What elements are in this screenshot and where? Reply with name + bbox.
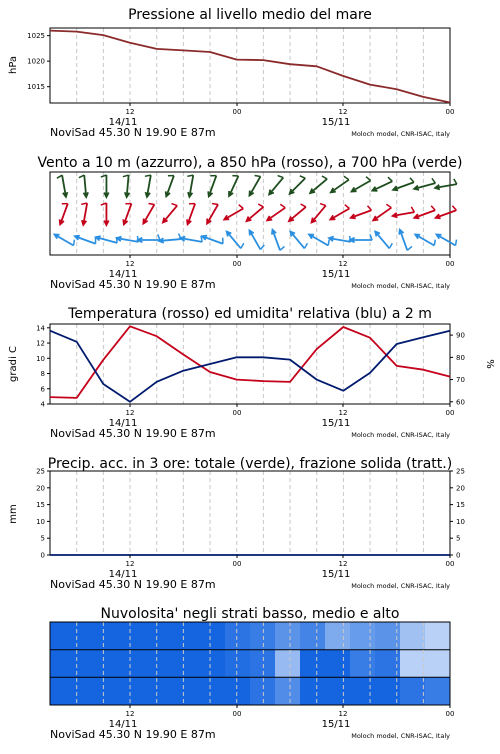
y-tick-label: 12 — [36, 340, 45, 348]
model-credit: Moloch model, CNR-ISAC, Italy — [351, 130, 450, 138]
temperature-line — [50, 326, 450, 398]
cloud-cell-alto — [125, 622, 150, 650]
date-label: 14/11 — [109, 269, 138, 280]
x-tick-label: 12 — [126, 560, 135, 568]
y-tick-label: 10 — [456, 518, 465, 526]
humidity-ylabel: % — [484, 359, 495, 369]
wind-10m-arrow — [329, 236, 351, 242]
temp-humidity-frame — [50, 324, 450, 404]
cloud-cell-alto — [250, 622, 275, 650]
cloud-cell-basso — [250, 677, 275, 705]
date-label: 15/11 — [322, 719, 351, 730]
cloud-cell-medio — [250, 650, 275, 678]
station-info: NoviSad 45.30 N 19.90 E 87m — [50, 126, 216, 139]
cloud-cell-medio — [350, 650, 375, 678]
cloud-cell-alto — [275, 622, 300, 650]
cloud-cell-alto — [75, 622, 100, 650]
wind-700-arrow — [352, 177, 371, 192]
cloud-cell-alto — [325, 622, 350, 650]
wind-700-arrow — [331, 176, 349, 192]
wind-850-arrow — [289, 204, 306, 221]
cloud-cell-basso — [325, 677, 350, 705]
cloud-cell-medio — [175, 650, 200, 678]
wind-10m-arrow — [415, 235, 435, 246]
y-tick-label: 14 — [36, 324, 45, 332]
temp-humidity-title: Temperatura (rosso) ed umidita' relativa (blu) a 2 m — [67, 306, 432, 322]
station-info: NoviSad 45.30 N 19.90 E 87m — [50, 578, 216, 591]
wind-850-arrow — [143, 204, 154, 224]
y-tick-label: 20 — [456, 484, 465, 492]
cloud-cell-medio — [50, 650, 75, 678]
wind-10m-arrow — [54, 235, 74, 246]
y-tick-label: 90 — [456, 332, 465, 340]
wind-850-arrow — [330, 205, 349, 220]
x-tick-label: 00 — [233, 409, 242, 417]
y-tick-label: 15 — [36, 501, 45, 509]
x-tick-label: 12 — [126, 710, 135, 718]
cloud-cell-medio — [200, 650, 225, 678]
wind-700-arrow — [372, 177, 392, 191]
temp-humidity-grid — [77, 324, 424, 404]
y-tick-label: 8 — [41, 370, 45, 378]
cloud-panel — [50, 606, 454, 741]
cloud-cell-alto — [425, 622, 450, 650]
x-tick-label: 12 — [339, 260, 348, 268]
wind-700-arrow — [269, 176, 283, 195]
date-label: 15/11 — [322, 117, 351, 128]
date-label: 14/11 — [109, 117, 138, 128]
cloud-cell-medio — [325, 650, 350, 678]
y-tick-label: 25 — [456, 468, 465, 476]
wind-700-arrow — [166, 176, 174, 197]
cloud-cell-medio — [400, 650, 425, 678]
y-tick-label: 10 — [36, 355, 45, 363]
wind-10m-arrow — [202, 236, 223, 244]
x-tick-label: 12 — [339, 560, 348, 568]
cloud-cell-basso — [175, 677, 200, 705]
x-tick-label: 00 — [446, 108, 455, 116]
precip-grid — [77, 471, 424, 555]
cloud-cell-basso — [300, 677, 325, 705]
x-tick-label: 00 — [233, 710, 242, 718]
cloud-cell-basso — [275, 677, 300, 705]
pressure-line — [50, 31, 450, 103]
cloud-cell-basso — [125, 677, 150, 705]
station-info: NoviSad 45.30 N 19.90 E 87m — [50, 427, 216, 440]
cloud-cell-alto — [225, 622, 250, 650]
y-tick-label: 20 — [36, 484, 45, 492]
cloud-cell-medio — [300, 650, 325, 678]
x-tick-label: 12 — [126, 409, 135, 417]
wind-700-arrow — [187, 175, 193, 197]
y-tick-label: 5 — [456, 535, 460, 543]
wind-10m-arrow — [309, 235, 329, 246]
wind-850-arrow — [163, 204, 177, 223]
wind-10m-arrow — [436, 235, 456, 246]
wind-10m-arrow — [350, 234, 372, 242]
cloud-cell-medio — [225, 650, 250, 678]
wind-700-arrow — [145, 175, 151, 197]
wind-10m-arrow — [375, 232, 392, 249]
model-credit: Moloch model, CNR-ISAC, Italy — [351, 732, 450, 740]
pressure-frame — [50, 28, 450, 103]
wind-10m-arrow — [290, 232, 307, 249]
cloud-cell-basso — [75, 677, 100, 705]
cloud-heatmap — [50, 622, 450, 705]
wind-10m-arrow — [250, 230, 265, 249]
wind-700-arrow — [250, 176, 261, 196]
cloud-cell-basso — [150, 677, 175, 705]
wind-10m-arrow — [272, 230, 285, 251]
wind-700-arrow — [414, 178, 435, 190]
x-tick-label: 12 — [126, 108, 135, 116]
x-tick-label: 00 — [446, 260, 455, 268]
cloud-cell-medio — [425, 650, 450, 678]
cloud-cell-basso — [50, 677, 75, 705]
cloud-cell-medio — [275, 650, 300, 678]
wind-850-arrow — [81, 203, 87, 225]
y-tick-label: 1025 — [27, 32, 45, 40]
cloud-cell-alto — [300, 622, 325, 650]
wind-700-arrow — [208, 176, 216, 197]
wind-850-arrow — [224, 205, 243, 220]
wind-700-arrow — [57, 175, 68, 197]
wind-10m-arrow — [399, 230, 412, 251]
wind-850-arrow — [436, 206, 457, 219]
date-label: 15/11 — [322, 418, 351, 429]
wind-850-arrow — [247, 204, 264, 221]
y-tick-label: 60 — [456, 398, 465, 406]
wind-700-arrow — [79, 175, 88, 197]
cloud-cell-alto — [350, 622, 375, 650]
wind-700-arrow — [290, 176, 306, 194]
y-tick-label: 1020 — [27, 58, 45, 66]
date-label: 14/11 — [109, 569, 138, 580]
date-label: 15/11 — [322, 269, 351, 280]
wind-850-arrow — [187, 204, 195, 225]
pressure-ylabel: hPa — [8, 56, 19, 74]
station-info: NoviSad 45.30 N 19.90 E 87m — [50, 278, 216, 291]
y-tick-label: 10 — [36, 518, 45, 526]
x-tick-label: 00 — [233, 260, 242, 268]
y-tick-label: 15 — [456, 501, 465, 509]
cloud-cell-medio — [150, 650, 175, 678]
pressure-panel — [8, 7, 454, 139]
y-tick-label: 5 — [41, 535, 45, 543]
wind-850-arrow — [207, 204, 218, 224]
cloud-cell-basso — [350, 677, 375, 705]
cloud-title: Nuvolosita' negli strati basso, medio e alto — [101, 606, 400, 622]
wind-10m-arrow — [96, 236, 117, 243]
wind-700-arrow — [435, 179, 457, 190]
date-label: 15/11 — [322, 569, 351, 580]
y-tick-label: 0 — [41, 552, 45, 560]
date-label: 14/11 — [109, 719, 138, 730]
x-tick-label: 00 — [446, 560, 455, 568]
cloud-cell-alto — [200, 622, 225, 650]
x-tick-label: 00 — [233, 108, 242, 116]
cloud-cell-basso — [425, 677, 450, 705]
wind-850-arrow — [267, 204, 285, 220]
station-info: NoviSad 45.30 N 19.90 E 87m — [50, 728, 216, 741]
x-tick-label: 00 — [233, 560, 242, 568]
wind-10m-arrow — [227, 232, 244, 249]
wind-850-arrow — [393, 207, 415, 218]
pressure-grid — [77, 28, 424, 103]
x-tick-label: 12 — [126, 260, 135, 268]
wind-850-arrow — [312, 204, 326, 223]
wind-panel — [37, 155, 462, 291]
cloud-cell-medio — [75, 650, 100, 678]
cloud-cell-alto — [175, 622, 200, 650]
x-tick-label: 12 — [339, 108, 348, 116]
wind-850-arrow — [60, 204, 68, 225]
cloud-cell-basso — [200, 677, 225, 705]
wind-700-arrow — [123, 175, 129, 197]
cloud-cell-alto — [150, 622, 175, 650]
wind-10m-arrow — [117, 236, 139, 242]
cloud-cell-medio — [125, 650, 150, 678]
model-credit: Moloch model, CNR-ISAC, Italy — [351, 431, 450, 439]
wind-frame — [50, 172, 450, 255]
x-tick-label: 12 — [339, 409, 348, 417]
wind-700-arrow — [310, 176, 327, 193]
y-tick-label: 80 — [456, 354, 465, 362]
cloud-cell-basso — [225, 677, 250, 705]
cloud-cell-basso — [400, 677, 425, 705]
wind-700-arrow — [229, 176, 238, 196]
precip-panel — [8, 456, 465, 591]
wind-850-arrow — [414, 206, 435, 219]
humidity-line — [50, 331, 450, 402]
pressure-title: Pressione al livello medio del mare — [128, 7, 372, 23]
model-credit: Moloch model, CNR-ISAC, Italy — [351, 282, 450, 290]
precip-frame — [50, 471, 450, 555]
y-tick-label: 4 — [41, 401, 46, 409]
wind-title: Vento a 10 m (azzurro), a 850 hPa (rosso), a 700 hPa (verde) — [37, 155, 462, 171]
x-tick-label: 00 — [446, 710, 455, 718]
y-tick-label: 6 — [41, 385, 46, 393]
wind-850-arrow — [101, 203, 109, 225]
x-tick-label: 12 — [339, 710, 348, 718]
y-tick-label: 1015 — [27, 83, 45, 91]
wind-850-arrow — [373, 204, 391, 220]
temp-humidity-panel — [8, 306, 495, 440]
x-tick-label: 00 — [446, 409, 455, 417]
wind-700-arrow — [101, 175, 109, 197]
wind-850-arrow — [351, 206, 372, 219]
cloud-cell-alto — [400, 622, 425, 650]
temp-ylabel: gradi C — [8, 346, 19, 382]
precip-title: Precip. acc. in 3 ore: totale (verde), frazione solida (tratt.) — [48, 456, 452, 472]
y-tick-label: 0 — [456, 552, 460, 560]
y-tick-label: 25 — [36, 468, 45, 476]
date-label: 14/11 — [109, 418, 138, 429]
wind-10m-arrow — [159, 234, 181, 243]
model-credit: Moloch model, CNR-ISAC, Italy — [351, 582, 450, 590]
wind-10m-arrow — [181, 236, 203, 242]
y-tick-label: 70 — [456, 376, 465, 384]
wind-10m-arrow — [75, 236, 96, 244]
precip-ylabel: mm — [8, 504, 19, 523]
cloud-cell-alto — [50, 622, 75, 650]
